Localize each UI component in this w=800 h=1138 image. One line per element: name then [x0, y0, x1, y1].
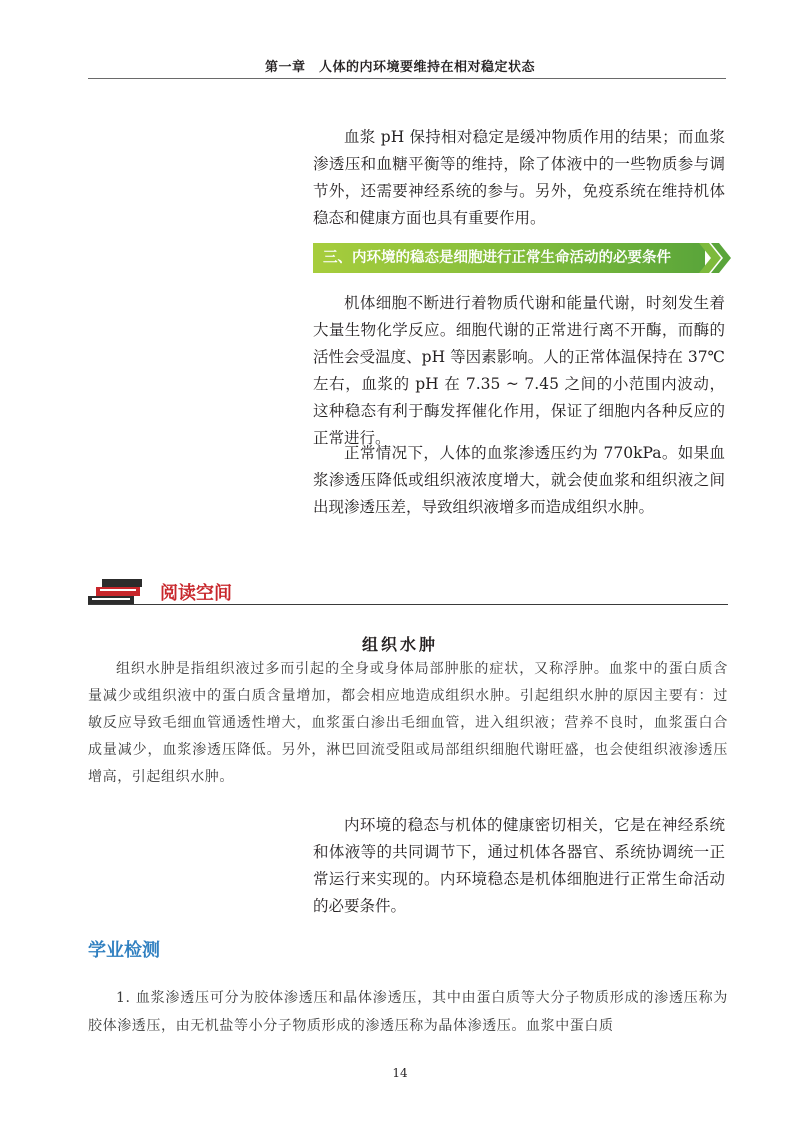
- reading-space-title: 阅读空间: [160, 583, 232, 604]
- page-number: 14: [392, 1066, 408, 1080]
- books-icon: [88, 578, 144, 606]
- double-chevron-right-icon: [697, 243, 733, 273]
- page-header-title: 第一章 人体的内环境要维持在相对稳定状态: [264, 60, 535, 75]
- paragraph: 内环境的稳态与机体的健康密切相关，它是在神经系统和体液等的共同调节下，通过机体各器官、系统协调统一正常运行来实现的。内环境稳态是机体细胞进行正常生命活动的必要条件。: [313, 816, 725, 915]
- assessment-heading: 学业检测: [88, 940, 160, 961]
- reading-space-rule: [88, 604, 728, 605]
- paragraph: 血浆 pH 保持相对稳定是缓冲物质作用的结果；而血浆渗透压和血糖平衡等的维持，除了体液中的一些物质参与调节外，还需要神经系统的参与。另外，免疫系统在维持机体稳态和健康方面也具有重要作用。: [313, 128, 725, 227]
- paragraph: 正常情况下，人体的血浆渗透压约为 770kPa。如果血浆渗透压降低或组织液浓度增大，就会使血浆和组织液之间出现渗透压差，导致组织液增多而造成组织水肿。: [313, 444, 725, 516]
- reading-space-header: [88, 578, 728, 606]
- reading-box-text: 组织水肿是指组织液过多而引起的全身或身体局部肿胀的症状，又称浮肿。血浆中的蛋白质含量减少或组织液中的蛋白质含量增加，都会相应地造成组织水肿。引起组织水肿的原因主要有：过敏反应导致毛细血管通透性增大，血浆蛋白渗出毛细血管，进入组织液；营养不良时，血浆蛋白合成量减少，血浆渗透压降低。另外，淋巴回流受阻或局部组织细胞代谢旺盛，也会使组织液渗透压增高，引起组织水肿。: [88, 661, 728, 785]
- paragraph: 机体细胞不断进行着物质代谢和能量代谢，时刻发生着大量生物化学反应。细胞代谢的正常进行离不开酶，而酶的活性会受温度、pH 等因素影响。人的正常体温保持在 37℃左右，血浆的 pH 在 7.35 ~ 7.45 之间的小范围内波动，这种稳态有利于酶发挥催化作用，保证了细胞内各种反应的正常进行。: [313, 294, 725, 447]
- section-banner: [313, 243, 725, 273]
- banner-title: 三、内环境的稳态是细胞进行正常生命活动的必要条件: [323, 250, 671, 266]
- header-rule: [88, 78, 726, 79]
- question-1: 1. 血浆渗透压可分为胶体渗透压和晶体渗透压，其中由蛋白质等大分子物质形成的渗透压称为胶体渗透压，由无机盐等小分子物质形成的渗透压称为晶体渗透压。血浆中蛋白质: [88, 990, 728, 1034]
- reading-box-title: 组织水肿: [361, 635, 438, 654]
